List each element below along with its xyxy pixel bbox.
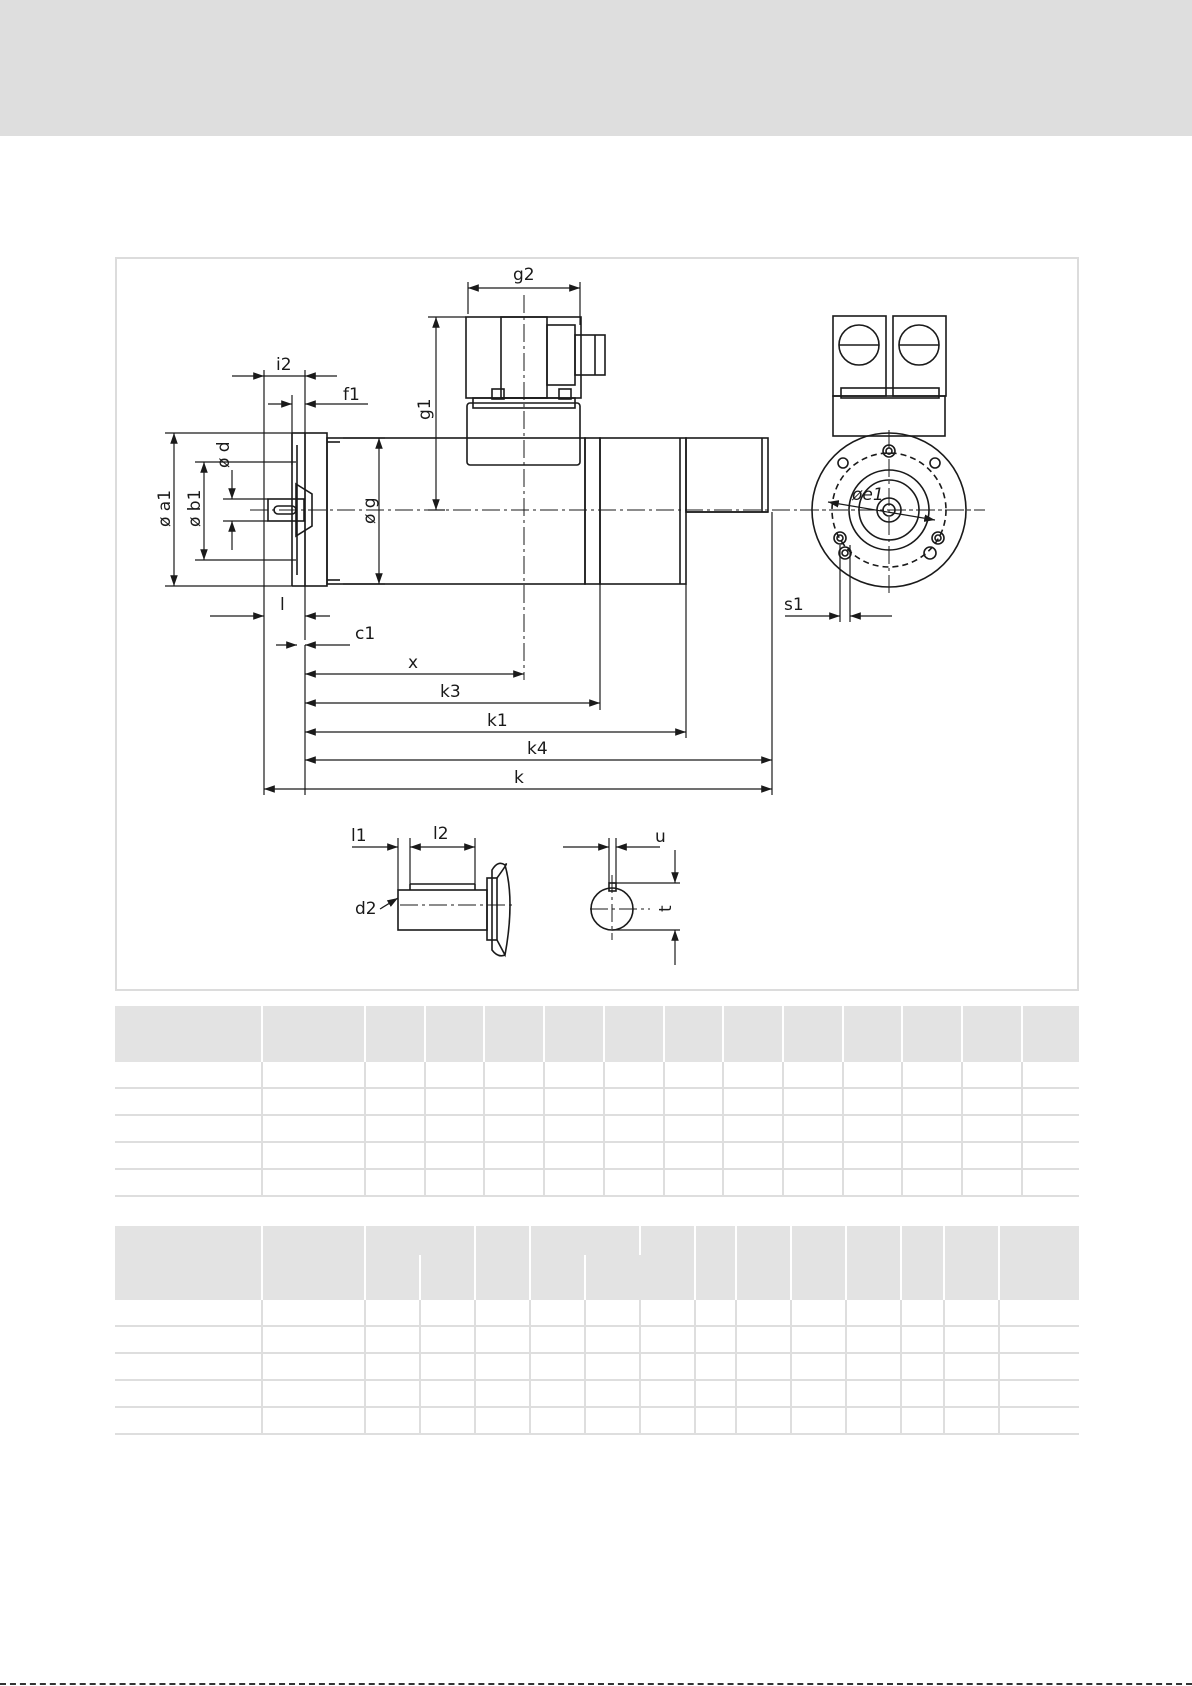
header-cell — [962, 1006, 1022, 1062]
header-cell — [999, 1226, 1079, 1300]
label-a1: ø a1 — [155, 489, 175, 527]
label-e1: øe1 — [852, 485, 884, 505]
header-cell — [604, 1006, 664, 1062]
header-cell-group — [530, 1226, 640, 1255]
table-row — [115, 1326, 1079, 1353]
header-cell — [640, 1226, 695, 1300]
header-cell — [115, 1226, 262, 1300]
header-cell — [115, 1006, 262, 1062]
label-k3: k3 — [440, 682, 461, 702]
label-k1: k1 — [487, 711, 508, 731]
label-g: ø g — [360, 497, 380, 524]
table-row — [115, 1062, 1079, 1088]
table-row — [115, 1088, 1079, 1115]
shaft-detail — [398, 863, 633, 955]
table-header-row — [115, 1006, 1079, 1062]
header-cell — [736, 1226, 791, 1300]
label-t: t — [656, 905, 676, 912]
label-d2: d2 — [355, 899, 377, 919]
label-i2: i2 — [276, 355, 292, 375]
dimension-table-1 — [115, 1006, 1079, 1197]
label-f1: f1 — [343, 385, 360, 405]
header-cell — [1022, 1006, 1079, 1062]
header-cell — [425, 1006, 484, 1062]
label-s1: s1 — [784, 595, 804, 615]
header-cell — [944, 1226, 999, 1300]
header-cell — [723, 1006, 783, 1062]
label-b1: ø b1 — [185, 489, 205, 527]
header-cell — [365, 1006, 425, 1062]
label-l2: l2 — [433, 824, 449, 844]
label-x: x — [408, 653, 419, 673]
header-cell — [791, 1226, 846, 1300]
header-cell — [846, 1226, 901, 1300]
table-row — [115, 1353, 1079, 1380]
header-cell — [530, 1255, 585, 1300]
header-cell — [484, 1006, 544, 1062]
table-row — [115, 1115, 1079, 1142]
side-view — [268, 317, 768, 586]
table-row — [115, 1169, 1079, 1196]
header-cell — [902, 1006, 962, 1062]
label-c1: c1 — [355, 624, 376, 644]
header-cell — [544, 1006, 604, 1062]
header-cell — [475, 1226, 530, 1300]
label-k4: k4 — [527, 739, 548, 759]
table-header-row — [115, 1226, 1079, 1255]
table-row — [115, 1380, 1079, 1407]
label-d: ø d — [214, 441, 234, 468]
header-cell — [420, 1255, 475, 1300]
label-k: k — [514, 768, 524, 788]
header-cell — [262, 1226, 365, 1300]
label-u: u — [655, 827, 666, 847]
table-row — [115, 1407, 1079, 1434]
label-l: l — [280, 595, 285, 615]
page-bottom-rule — [0, 1683, 1192, 1685]
table-row — [115, 1300, 1079, 1326]
header-cell — [664, 1006, 723, 1062]
dimension-table-2 — [115, 1226, 1079, 1435]
header-cell — [695, 1226, 736, 1300]
label-l1: l1 — [351, 826, 367, 846]
header-cell — [585, 1255, 640, 1300]
header-cell — [783, 1006, 843, 1062]
header-cell — [901, 1226, 944, 1300]
label-g2: g2 — [513, 265, 535, 285]
header-cell — [262, 1006, 365, 1062]
label-g1: g1 — [415, 398, 435, 420]
table-row — [115, 1142, 1079, 1169]
header-cell-group — [365, 1226, 475, 1255]
header-cell — [843, 1006, 902, 1062]
header-cell — [365, 1255, 420, 1300]
